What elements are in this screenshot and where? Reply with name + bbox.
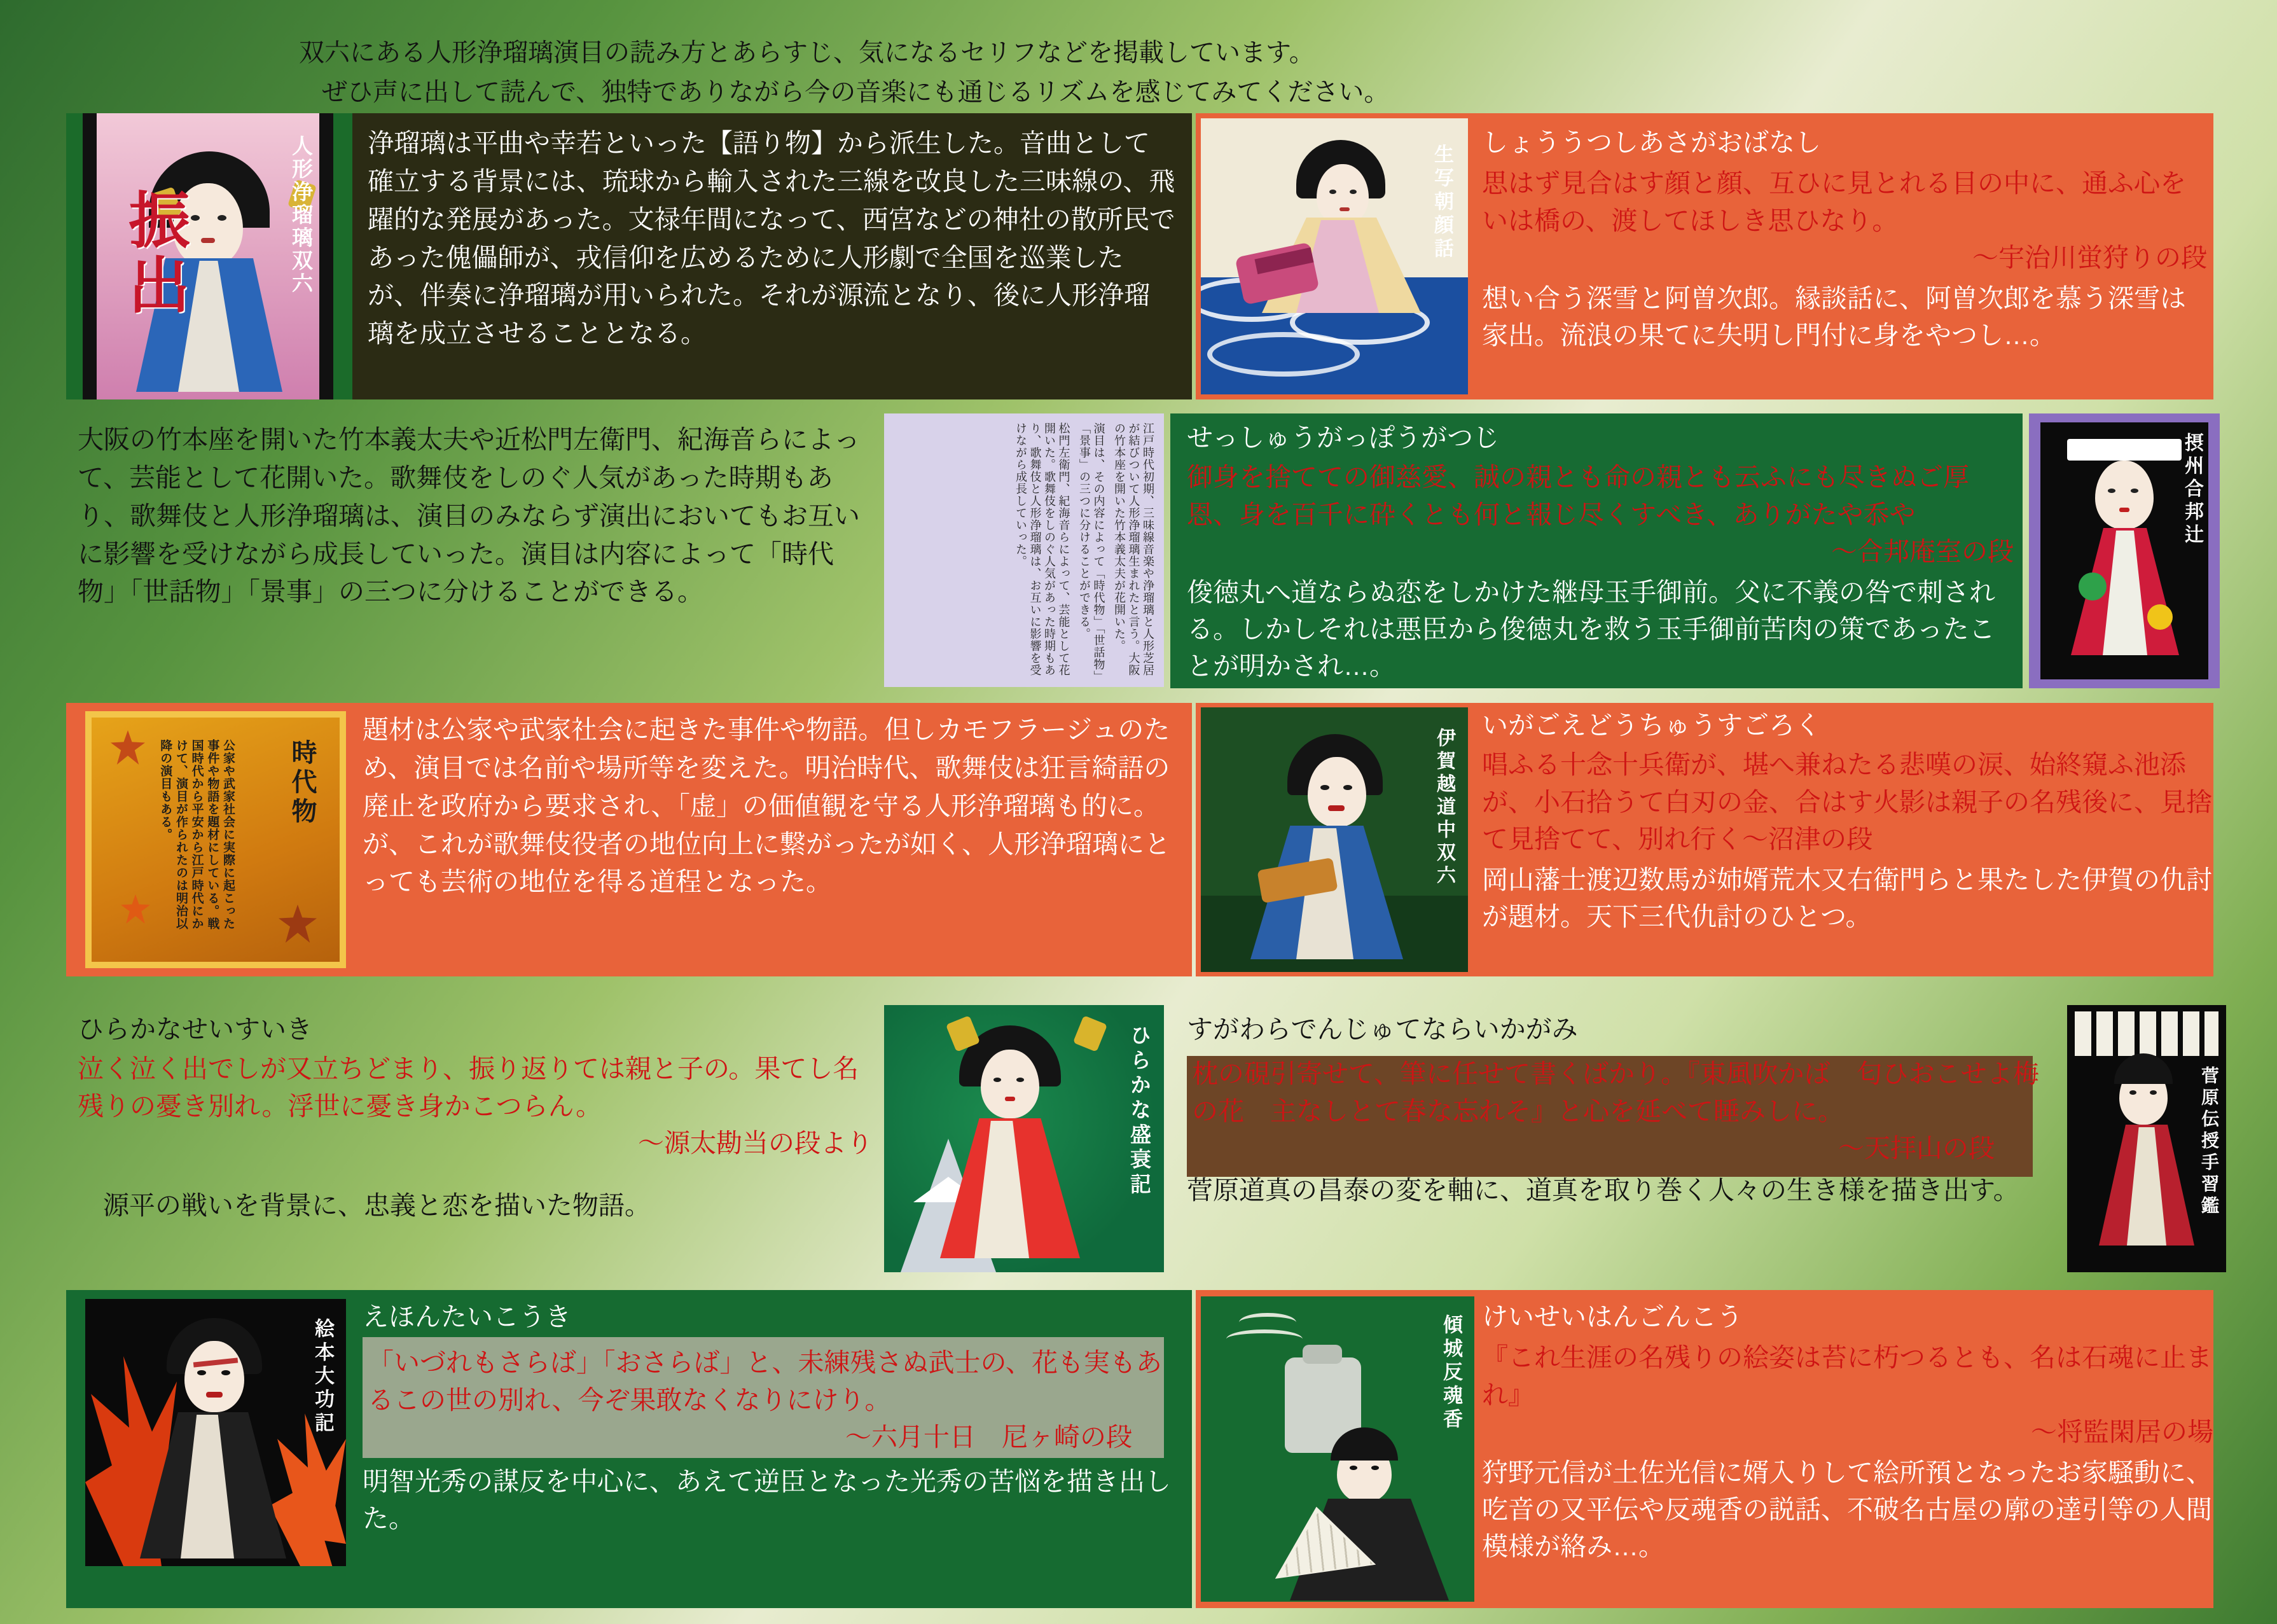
asagao-quote: 思はず見合はす顔と顔、互ひに見とれる目の中に、通ふ心をいは橋の、渡してほしき思ひなり。 — [1482, 169, 2186, 235]
keisei-quote-source: 〜将監閑居の場 — [2031, 1417, 2213, 1447]
history-body: 大阪の竹本座を開いた竹本義太夫や近松門左衛門、紀海音らによって、芸能として花開いた。歌舞伎をしのぐ人気があった時期もあり、歌舞伎と人形浄瑠璃は、演目のみならず演出においてもお互いに影響を受けながら成長していった。演目は内容によって「時代物」「世話物」「景事」の三つに分けることができる。 — [78, 425, 860, 607]
keisei-desc: 狩野元信が土佐光信に婿入りして絵所預となったお家騒動に、吃音の又平伝や反魂香の説話、不破名古屋の廓の達引等の人間模様が絡み…。 — [1482, 1458, 2212, 1562]
igagoe-text — [1482, 707, 2213, 935]
sugawara-quote-source: 〜天拝山の段 — [1838, 1133, 1995, 1163]
sugawara-title: すがわらでんじゅてならいかがみ — [1187, 1015, 1578, 1044]
hirakana-title: ひらかなせいすいき — [78, 1015, 312, 1044]
keisei-text — [1482, 1299, 2213, 1565]
hirakana-quote: 泣く泣く出でしが又立ちどまり、振り返りては親と子の。果てし名残りの憂き別れ。浮世に憂き身かこつらん。 — [78, 1054, 859, 1121]
sugawara-text — [1187, 1011, 2065, 1209]
illustration-asagao — [1201, 118, 1468, 394]
sugawara-image-label: 菅原伝授手習鑑 — [2199, 1066, 2218, 1218]
illustration-jidaimono — [85, 711, 346, 968]
illustration-sugawara — [2067, 1005, 2226, 1272]
note-column-1: 江戸時代初期、三味線音楽や浄瑠璃と人形芝居が結びついて人形浄瑠璃生まれたと言う。大阪の竹本座を開いた竹本義太夫が花開いた。 — [1113, 422, 1154, 676]
illustration-gappou — [2029, 413, 2220, 688]
jidaimono-image-label: 時代物 — [288, 739, 317, 827]
illustration-keisei — [1201, 1296, 1474, 1602]
furidashi-big-text: 振出 — [120, 188, 188, 318]
asagao-quote-source: 〜宇治川蛍狩りの段 — [1972, 242, 2207, 272]
jidaimono-image-note: 公家や武家社会に実際に起こった事件や物語を題材にしている。戦国時代から平安から江戸時代にかけて、演目が作られたのは明治以降の演目もある。 — [158, 739, 235, 930]
keisei-image-label: 傾城反魂香 — [1440, 1314, 1462, 1432]
ehon-title: えほんたいこうき — [363, 1302, 571, 1331]
igagoe-title: いがごえどうちゅうすごろく — [1482, 711, 1821, 740]
keisei-title: けいせいはんごんこう — [1482, 1302, 1743, 1331]
asagao-desc: 想い合う深雪と阿曽次郎。縁談話に、阿曽次郎を慕う深雪は家出。流浪の果てに失明し門付に身をやつし…。 — [1482, 284, 2186, 350]
asagao-text — [1482, 125, 2207, 354]
hirakana-desc: 源平の戦いを背景に、忠義と恋を描いた物語。 — [103, 1191, 651, 1221]
jidaimono-body: 題材は公家や武家社会に起きた事件や物語。但しカモフラージュのため、演目では名前や場所等を変えた。明治時代、歌舞伎は狂言綺語の廃止を政府から要求され、「虚」の価値観を守る人形浄瑠璃も的に。が、これが歌舞伎役者の地位向上に繋がったが如く、人形浄瑠璃にとっても芸術の地位を得る道程となった。 — [363, 715, 1171, 897]
hirakana-text — [78, 1011, 873, 1224]
ehon-text — [363, 1299, 1183, 1537]
igagoe-quote: 唱ふる十念十兵衛が、堪へ兼ねたる悲嘆の涙、始終窺ふ池添が、小石拾うて白刃の金、合はす火影は親子の名残後に、見捨て見捨てて、別れ行く〜沼津の段 — [1482, 750, 2212, 854]
furidashi-body: 浄瑠璃は平曲や幸若といった【語り物】から派生した。音曲として確立する背景には、琉球から輸入された三線を改良した三味線の、飛躍的な発展があった。文禄年間になって、西宮などの神社の散所民であった傀儡師が、戎信仰を広めるために人形劇で全国を巡業したが、伴奏に浄瑠璃が用いられた。それが源流となり、後に人形浄瑠璃を成立させることとなる。 — [368, 128, 1175, 349]
illustration-furidashi — [66, 113, 352, 399]
gappou-desc: 俊徳丸へ道ならぬ恋をしかけた継母玉手御前。父に不義の咎で刺される。しかしそれは悪臣から俊徳丸を救う玉手御前苦肉の策であったことが明かされ…。 — [1187, 578, 1995, 681]
igagoe-desc: 岡山藩士渡辺数馬が姉婿荒木又右衛門らと果たした伊賀の仇討が題材。天下三代仇討のひとつ。 — [1482, 865, 2212, 932]
note-column-2: 演目は、その内容によって「時代物」「世話物」「景事」の三つに分けることができる。 — [1078, 422, 1105, 677]
igagoe-image-label: 伊賀越道中双六 — [1434, 728, 1455, 888]
note-columns-panel — [884, 413, 1164, 687]
illustration-ehon — [85, 1299, 346, 1566]
sugawara-desc: 菅原道真の昌泰の変を軸に、道真を取り巻く人々の生き様を描き出す。 — [1187, 1176, 2019, 1205]
furidashi-image-label: 人形浄瑠璃双六 — [289, 135, 312, 295]
gappou-image-label: 摂州合邦辻 — [2182, 433, 2203, 547]
intro-text — [299, 33, 1825, 112]
hirakana-image-label: ひらかな盛衰記 — [1127, 1024, 1150, 1198]
intro-line-2: ぜひ声に出して読んで、独特でありながら今の音楽にも通じるリズムを感じてみてください。 — [322, 78, 1390, 106]
sugawara-quote: 枕の硯引寄せて、筆に任せて書くばかり。『東風吹かば 匂ひおこせよ梅の花 主なしとて春な忘れそ』と心を延べて睡みしに。 — [1192, 1059, 2039, 1126]
ehon-image-label: 絵本大功記 — [312, 1318, 334, 1436]
ehon-desc: 明智光秀の謀反を中心に、あえて逆臣となった光秀の苦悩を描き出した。 — [363, 1467, 1171, 1534]
note-column-3: 松門左衛門、紀海音らによって、芸能として花開いた。歌舞伎をしのぐ人気があった時期もあり、歌舞伎と人形浄瑠璃は、お互いに影響を受けながら成長していった。 — [1014, 422, 1070, 676]
illustration-igagoe — [1201, 707, 1468, 972]
asagao-image-label: 生写朝顔話 — [1431, 144, 1453, 261]
gappou-title: せっしゅうがっぽうがつじ — [1187, 423, 1500, 452]
gappou-text — [1187, 420, 2014, 685]
gappou-quote-source: 〜合邦庵室の段 — [1831, 536, 2014, 566]
gappou-quote: 御身を捨てての御慈愛、誠の親とも命の親とも云ふにも尽きぬご厚恩、身を百千に砕くとも何と報じ尽くすべき、ありがたや忝や — [1187, 462, 1969, 529]
ehon-quote-source: 〜六月十日 尼ヶ崎の段 — [845, 1422, 1132, 1452]
ehon-quote: 「いづれもさらば」「おさらば」と、未練残さぬ武士の、花も実もあるこの世の別れ、今ぞ果敢なくなりにけり。 — [368, 1348, 1162, 1415]
asagao-title: しょううつしあさがおばなし — [1482, 128, 1821, 157]
hirakana-quote-source: 〜源太勘当の段より — [638, 1128, 873, 1158]
illustration-hirakana — [884, 1005, 1164, 1272]
keisei-quote: 『これ生涯の名残りの絵姿は苔に朽つるとも、名は石魂に止まれ』 — [1482, 1343, 2212, 1410]
intro-line-1: 双六にある人形浄瑠璃演目の読み方とあらすじ、気になるセリフなどを掲載しています。 — [299, 39, 1315, 67]
